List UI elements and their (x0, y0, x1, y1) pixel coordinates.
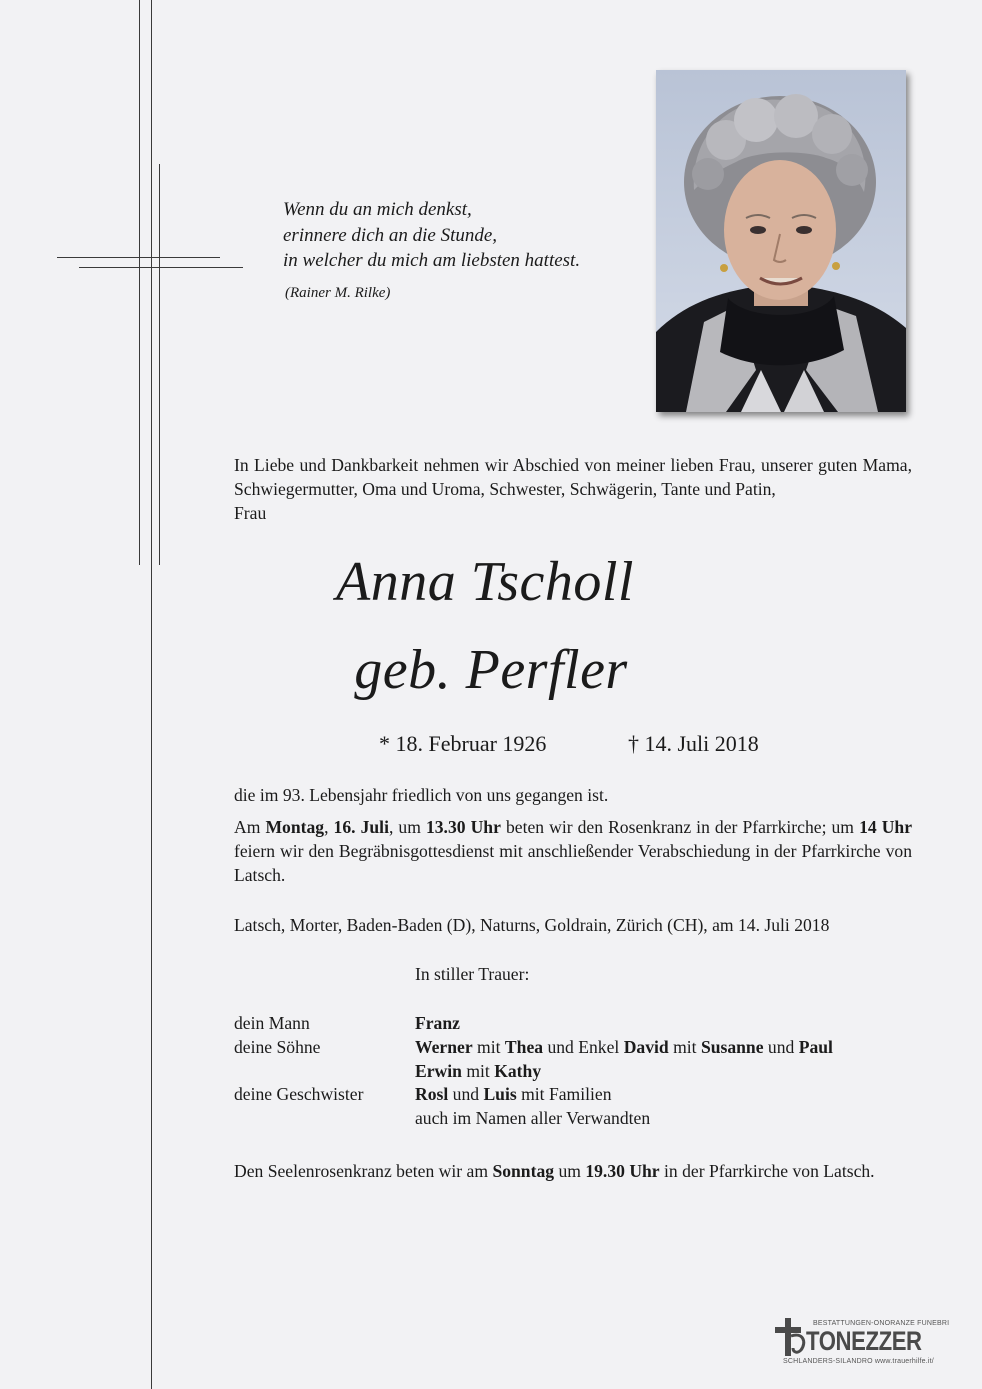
connector: und (448, 1084, 484, 1105)
service-text: , um (388, 817, 426, 837)
logo-tagline: BESTATTUNGEN-ONORANZE FUNEBRI (813, 1320, 950, 1327)
mourner-name: Paul (798, 1036, 833, 1057)
service-text: feiern wir den Begräbnisgottesdienst mit anschließender Verabschiedung in der Pfarrkirche von Latsch. (234, 841, 912, 885)
mourner-names (415, 1083, 612, 1107)
connector: mit Familien (516, 1084, 612, 1105)
cross-horizontal-bar-upper (57, 257, 220, 258)
mourner-name: Luis (483, 1084, 517, 1105)
service-text: , (324, 817, 334, 837)
mourner-name: Erwin (415, 1060, 462, 1081)
service-date: 16. Juli (333, 817, 389, 837)
connector: und Enkel (543, 1036, 624, 1057)
mourner-name: Kathy (494, 1060, 542, 1081)
maiden-name: geb. Perfler (354, 639, 628, 701)
connector: mit (668, 1036, 701, 1057)
mourner-names (415, 1036, 833, 1060)
cross-vertical-bar (159, 164, 160, 565)
mourner-names (415, 1012, 460, 1036)
quote-line: Wenn du an mich denkst, (283, 199, 472, 220)
mourning-heading: In stiller Trauer: (415, 964, 530, 984)
relatives-note: auch im Namen aller Verwandten (415, 1108, 651, 1129)
relation-label: deine Geschwister (234, 1084, 364, 1105)
rosary-paragraph (234, 1159, 912, 1183)
service-text: Am (234, 817, 266, 837)
service-day: Montag (265, 817, 325, 837)
left-border-line-outer (139, 0, 140, 565)
mass-time: 14 Uhr (859, 817, 913, 837)
rosary-day: Sonntag (492, 1161, 555, 1181)
intro-paragraph (234, 453, 912, 525)
service-text: beten wir den Rosenkranz in der Pfarrkirche; um (500, 817, 860, 837)
portrait-photo (656, 70, 906, 412)
cross-horizontal-bar-lower (79, 267, 243, 268)
mourner-name: Rosl (415, 1084, 449, 1105)
mourner-name: David (623, 1036, 669, 1057)
intro-text: In Liebe und Dankbarkeit nehmen wir Abschied von meiner lieben Frau, unserer guten Mama, Schwiegermutter, Oma und Uroma, Schwester, Schwägerin, Tante und Patin, (234, 455, 912, 499)
mourner-name: Franz (415, 1013, 460, 1033)
rosary-text: in der Pfarrkirche von Latsch. (659, 1161, 875, 1181)
intro-text-end: Frau (234, 503, 267, 523)
quote-author: (Rainer M. Rilke) (285, 284, 391, 301)
relation-label: deine Söhne (234, 1036, 321, 1057)
birth-date: * 18. Februar 1926 (379, 731, 547, 756)
mourner-names (415, 1060, 541, 1084)
quote-line: erinnere dich an die Stunde, (283, 224, 498, 246)
rosary-text: Den Seelenrosenkranz beten wir am (234, 1161, 493, 1181)
connector: mit (461, 1060, 495, 1081)
mourner-name: Susanne (700, 1036, 764, 1057)
mourner-name: Werner (415, 1036, 473, 1057)
quote-line: in welcher du mich am liebsten hattest. (283, 250, 581, 271)
rosary-time: 19.30 Uhr (585, 1161, 660, 1181)
rosary-text: um (554, 1161, 586, 1181)
memorial-quote (283, 197, 580, 306)
connector: mit (472, 1036, 505, 1057)
logo-brand: TONEZZER (806, 1326, 922, 1356)
funeral-home-logo (773, 1318, 950, 1368)
service-paragraph (234, 815, 912, 887)
logo-location: SCHLANDERS-SILANDRO www.trauerhilfe.it/ (783, 1358, 934, 1365)
connector: und (763, 1036, 799, 1057)
cross-logo-icon (773, 1318, 807, 1358)
portrait-illustration (656, 70, 906, 412)
deceased-name: Anna Tscholl (336, 551, 634, 613)
death-date: † 14. Juli 2018 (628, 731, 759, 756)
places-line: Latsch, Morter, Baden-Baden (D), Naturns, Goldrain, Zürich (CH), am 14. Juli 2018 (234, 915, 830, 935)
mourner-name: Thea (504, 1036, 544, 1057)
rosary-time: 13.30 Uhr (425, 817, 501, 837)
relation-label: dein Mann (234, 1013, 310, 1033)
age-sentence: die im 93. Lebensjahr friedlich von uns gegangen ist. (234, 785, 609, 805)
